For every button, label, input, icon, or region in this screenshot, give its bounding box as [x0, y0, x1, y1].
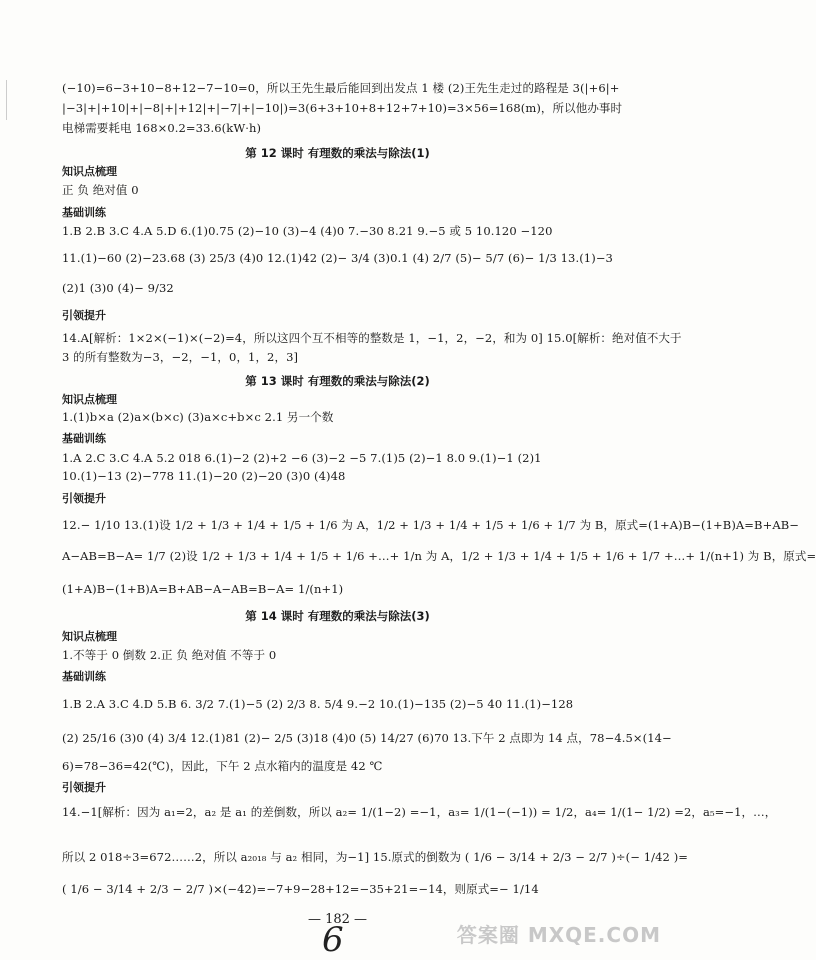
- text-line: 1.不等于 0 倒数 2.正 负 绝对值 不等于 0: [62, 648, 277, 662]
- section-heading: 基础训练: [62, 206, 106, 219]
- text-line: 电梯需要耗电 168×0.2=33.6(kW·h): [62, 121, 262, 135]
- lesson-12-title: 第 12 课时 有理数的乘法与除法(1): [245, 146, 430, 160]
- text-line: ( 1/6 − 3/14 + 2/3 − 2/7 )×(−42)=−7+9−28+12=−35+21=−14，则原式=− 1/14: [62, 882, 539, 896]
- text-line: (−10)=6−3+10−8+12−7−10=0，所以王先生最后能回到出发点 1 楼 (2)王先生走过的路程是 3(|+6|+: [62, 81, 620, 95]
- text-line: 1.B 2.B 3.C 4.A 5.D 6.(1)0.75 (2)−10 (3)−4 (4)0 7.−30 8.21 9.−5 或 5 10.120 −120: [62, 224, 553, 238]
- handwritten-mark: 6: [322, 920, 344, 960]
- text-line: 1.B 2.A 3.C 4.D 5.B 6. 3/2 7.(1)−5 (2) 2/3 8. 5/4 9.−2 10.(1)−135 (2)−5 40 11.(1)−128: [62, 697, 574, 711]
- text-line: (2)1 (3)0 (4)− 9/32: [62, 281, 174, 295]
- section-heading: 知识点梳理: [62, 630, 117, 643]
- section-heading: 引领提升: [62, 492, 106, 505]
- section-heading: 引领提升: [62, 781, 106, 794]
- lesson-14-title: 第 14 课时 有理数的乘法与除法(3): [245, 609, 430, 623]
- scan-edge-mark: [6, 80, 7, 120]
- text-line: 1.A 2.C 3.C 4.A 5.2 018 6.(1)−2 (2)+2 −6 (3)−2 −5 7.(1)5 (2)−1 8.0 9.(1)−1 (2)1: [62, 451, 542, 465]
- text-line: 3 的所有整数为−3，−2，−1，0，1，2，3]: [62, 350, 299, 364]
- text-line: 所以 2 018÷3=672……2，所以 a₂₀₁₈ 与 a₂ 相同，为−1] 15.原式的倒数为 ( 1/6 − 3/14 + 2/3 − 2/7 )÷(− 1/42 )=: [62, 850, 689, 864]
- watermark: 答案圈 MXQE.COM: [456, 923, 661, 947]
- text-line: 10.(1)−13 (2)−778 11.(1)−20 (2)−20 (3)0 (4)48: [62, 469, 346, 483]
- section-heading: 知识点梳理: [62, 393, 117, 406]
- section-heading: 基础训练: [62, 432, 106, 445]
- text-line: 6)=78−36=42(℃)，因此，下午 2 点水箱内的温度是 42 ℃: [62, 759, 383, 773]
- section-heading: 知识点梳理: [62, 165, 117, 178]
- page-number: — 182 —: [307, 912, 368, 927]
- lesson-13-title: 第 13 课时 有理数的乘法与除法(2): [245, 374, 430, 388]
- text-line: A−AB=B−A= 1/7 (2)设 1/2 + 1/3 + 1/4 + 1/5 + 1/6 +…+ 1/n 为 A，1/2 + 1/3 + 1/4 + 1/5 + 1/6 + 1/7 +…+ 1/(n+1) 为 B，原式=: [62, 549, 816, 563]
- text-line: 11.(1)−60 (2)−23.68 (3) 25/3 (4)0 12.(1)42 (2)− 3/4 (3)0.1 (4) 2/7 (5)− 5/7 (6)− 1/3 13.(1)−3: [62, 251, 613, 265]
- text-line: (2) 25/16 (3)0 (4) 3/4 12.(1)81 (2)− 2/5 (3)18 (4)0 (5) 14/27 (6)70 13.下午 2 点即为 14 点，78−4.5×(14−: [62, 731, 672, 745]
- text-line: 14.A[解析：1×2×(−1)×(−2)=4，所以这四个互不相等的整数是 1，−1，2，−2，和为 0] 15.0[解析：绝对值不大于: [62, 331, 682, 345]
- section-heading: 引领提升: [62, 309, 106, 322]
- text-line: (1+A)B−(1+B)A=B+AB−A−AB=B−A= 1/(n+1): [62, 582, 344, 596]
- text-line: 14.−1[解析：因为 a₁=2，a₂ 是 a₁ 的差倒数，所以 a₂= 1/(1−2) =−1，a₃= 1/(1−(−1)) = 1/2，a₄= 1/(1− 1/2) =2，a₅=−1，…，: [62, 805, 777, 819]
- section-heading: 基础训练: [62, 670, 106, 683]
- text-line: 12.− 1/10 13.(1)设 1/2 + 1/3 + 1/4 + 1/5 + 1/6 为 A，1/2 + 1/3 + 1/4 + 1/5 + 1/6 + 1/7 为 B，原式=(1+A)B−(1+B)A=B+AB−: [62, 518, 800, 532]
- text-line: 1.(1)b×a (2)a×(b×c) (3)a×c+b×c 2.1 另一个数: [62, 410, 334, 424]
- text-line: |−3|+|+10|+|−8|+|+12|+|−7|+|−10|)=3(6+3+10+8+12+7+10)=3×56=168(m)，所以他办事时: [62, 101, 623, 115]
- text-line: 正 负 绝对值 0: [62, 183, 139, 197]
